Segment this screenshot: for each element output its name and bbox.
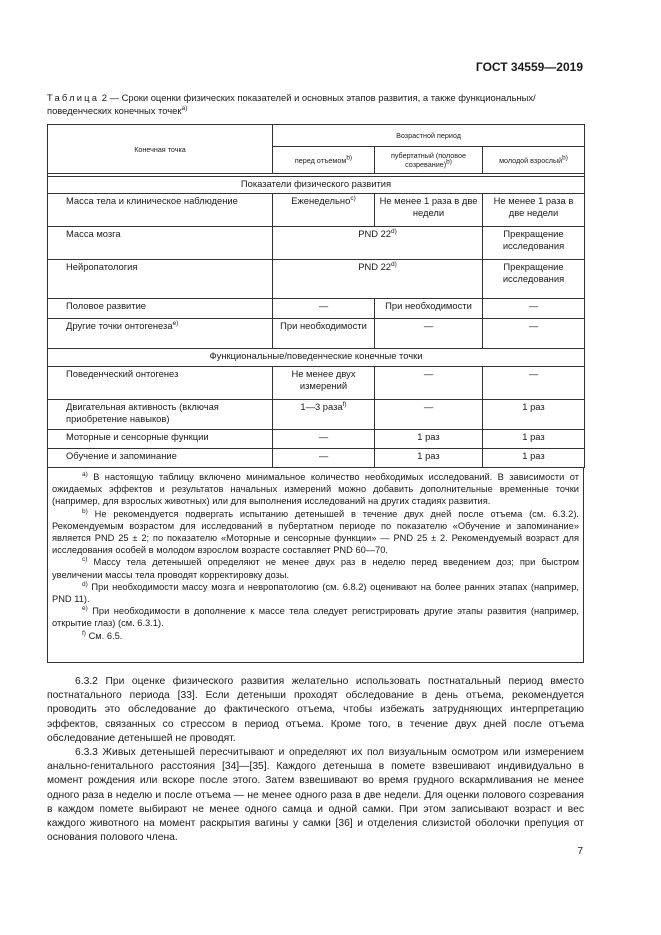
head-col1: перед отъемом$^{b)}$	[273, 147, 375, 174]
table-row: Другие точки онтогенеза$^{e)}$ При необходимости — —	[48, 319, 585, 349]
table-row: Масса мозга PND 22$^{d)}$ Прекращение исследования	[48, 227, 585, 260]
head-col3: молодой взрослый$^{b)}$	[483, 147, 585, 174]
row-name: Обучение и запоминание	[48, 449, 273, 468]
table-row: Масса тела и клиническое наблюдение Еженедельно$^{c)}$ Не менее 1 раза в две недели Не менее 1 раза в две недели	[48, 194, 585, 227]
row-name: Моторные и сенсорные функции	[48, 430, 273, 449]
footnote: $^{c)}$ Массу тела детенышей определяют не менее двух раз в неделю перед введением доз; при быстром увеличении массы тела проводят корректировку дозы.	[52, 556, 579, 580]
head-period: Возрастной период	[273, 125, 585, 147]
footnote: $^{b)}$ Не рекомендуется подвергать испытанию детенышей в течение двух дней после отъема (см. 6.3.2). Рекомендуемым возрастом для исследований в пубертатном периоде по показателю «Обучение и запоминание» является PND 25 ± 2; по показателю «Моторные и сенсорные функции» — PND 25 ± 2. Рекомендуемый возраст для исследования особей в молодом взрослом возрасте составляет PND 60—70.	[52, 507, 579, 556]
footnote: $^{d)}$ При необходимости массу мозга и невропатологию (см. 6.8.2) оценивают на более ранних этапах (например, PND 11).	[52, 580, 579, 605]
caption-label: Таблица	[47, 92, 100, 103]
table-row: Нейропатология PND 22$^{d)}$ Прекращение исследования	[48, 260, 585, 299]
caption-text: 2 — Сроки оценки физических показателей и основных этапов развития, а также функциональных/поведенческих конечных точек	[47, 92, 536, 116]
row-name: Нейропатология	[48, 260, 273, 299]
row-name: Другие точки онтогенеза$^{e)}$	[48, 319, 273, 349]
table-row: Половое развитие — При необходимости —	[48, 299, 585, 319]
development-table	[47, 124, 585, 468]
paragraph-6-3-2: 6.3.2 При оценке физического развития желательно использовать постнатальный период вместо постнатального периода [33]. Если детеныши проходят обследование в день отъема, рекомендуется проводить это обследование до фактического отъема, чтобы избежать затрудняющих интерпретацию эффектов, связанных со стрессом в период отъема. Кроме того, в течение двух дней после отъема обследование детенышей не проводят.	[47, 676, 584, 744]
row-name: Поведенческий онтогенез	[48, 367, 273, 400]
page-number: 7	[577, 846, 583, 857]
table-row: Двигательная активность (включая приобретение навыков) 1—3 раза$^{f)}$ — 1 раз	[48, 400, 585, 430]
footnote: $^{e)}$ При необходимости в дополнение к массе тела следует регистрировать другие этапы развития (например, открытие глаз) (см. 6.3.1).	[52, 605, 579, 629]
head-col2: пубертатный (половое созревание)$^{b)}$	[375, 147, 483, 174]
head-endpoint: Конечная точка	[48, 125, 273, 174]
footnote: $^{a)}$ В настоящую таблицу включено минимальное количество необходимых исследований. В зависимости от ожидаемых эффектов и результатов начальных измерений можно добавить дополнительные временные точки (например, для взрослых животных) или для выполнения исследований на других стадиях развития.	[52, 470, 579, 507]
section-physical: Показатели физического развития	[48, 177, 585, 194]
row-name: Половое развитие	[48, 299, 273, 319]
table-caption	[47, 91, 584, 117]
section-functional: Функциональные/поведенческие конечные точки	[48, 349, 585, 367]
footnote: $^{f)}$ См. 6.5.	[82, 629, 123, 641]
table-row: Обучение и запоминание — 1 раз 1 раз	[48, 449, 585, 468]
table-footnotes	[47, 467, 584, 663]
document-id: ГОСТ 34559—2019	[475, 60, 583, 74]
table-row: Моторные и сенсорные функции — 1 раз 1 раз	[48, 430, 585, 449]
body-text	[47, 675, 584, 845]
table-row: Поведенческий онтогенез Не менее двух измерений — —	[48, 367, 585, 400]
row-name: Масса мозга	[48, 227, 273, 260]
row-name: Масса тела и клиническое наблюдение	[48, 194, 273, 227]
caption-sup: a)	[181, 104, 188, 112]
row-name: Двигательная активность (включая приобретение навыков)	[48, 400, 273, 430]
paragraph-6-3-3: 6.3.3 Живых детенышей пересчитывают и определяют их пол визуальным осмотром или измерением анально-генитального расстояния [34]—[35]. Каждого детеныша в помете взвешивают индивидуально в момент рождения или вскоре после этого. Затем взвешивают во время грудного вскармливания не менее одного раза в неделю и после отъема — не менее одного раза в две недели. Для оценки полового созревания в каждом помете выбирают не менее одного самца и одной самки. При этом записывают возраст и вес каждого животного на момент раскрытия вагины у самки [36] и отделения слизистой оболочки препуция от основания полового члена.	[47, 747, 584, 844]
